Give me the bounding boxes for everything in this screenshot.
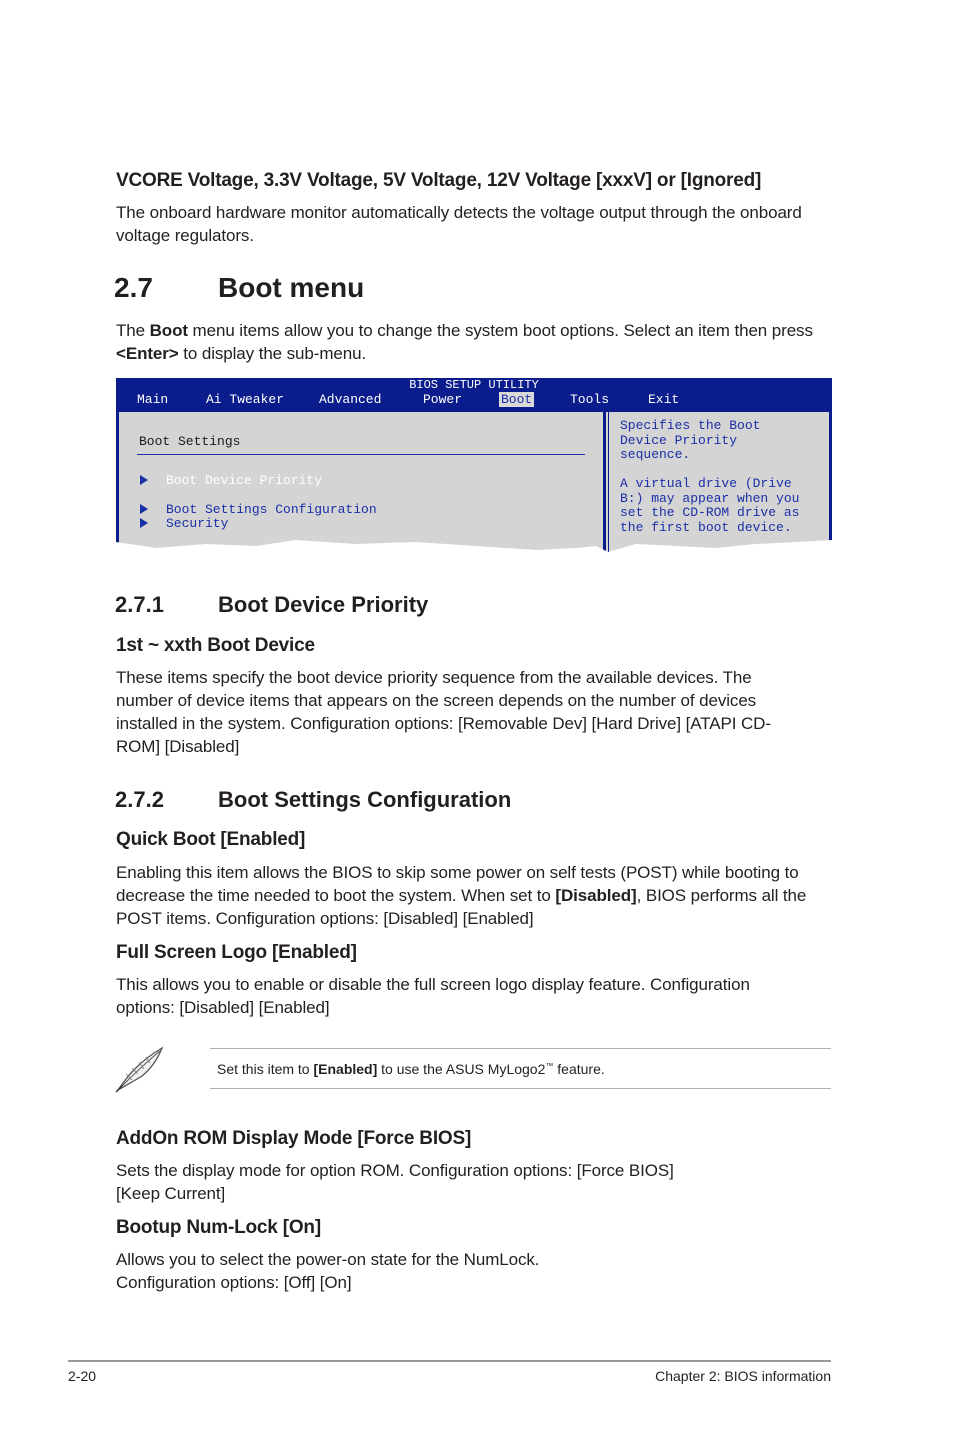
intro-bold-boot: Boot	[149, 321, 188, 340]
intro-text: menu items allow you to change the system boot options. Select an item then press	[187, 321, 813, 340]
boot-device-heading: 1st ~ xxth Boot Device	[116, 635, 315, 656]
page-number: 2-20	[68, 1368, 97, 1384]
note-rule-top	[210, 1048, 831, 1049]
torn-edge	[116, 538, 832, 568]
bios-frame	[116, 409, 119, 551]
bios-frame	[119, 409, 829, 412]
section-title: Boot Device Priority	[218, 592, 429, 617]
bios-menu-power[interactable]: Power	[423, 392, 463, 407]
bios-menu-advanced[interactable]: Advanced	[319, 392, 382, 407]
section-number: 2.7.1	[115, 592, 164, 617]
quick-boot-bold: [Disabled]	[555, 886, 637, 905]
bios-item-boot-device-priority[interactable]: Boot Device Priority	[166, 473, 323, 488]
section-number: 2.7.2	[115, 787, 164, 812]
submenu-arrow-icon	[140, 475, 148, 485]
numlock-heading: Bootup Num-Lock [On]	[116, 1217, 321, 1238]
footer-chapter: Chapter 2: BIOS information	[655, 1368, 831, 1384]
submenu-arrow-icon	[140, 518, 148, 528]
addon-rom-heading: AddOn ROM Display Mode [Force BIOS]	[116, 1128, 472, 1149]
bios-title: BIOS SETUP UTILITY	[409, 378, 539, 392]
bios-menu-exit[interactable]: Exit	[648, 392, 680, 407]
note-text-part: to use the ASUS MyLogo2	[377, 1061, 546, 1077]
quick-boot-text: Enabling this item allows the BIOS to skip some power on self tests (POST) while booting to decrease the time needed to boot the system. When set to	[116, 863, 799, 905]
addon-rom-body: Sets the display mode for option ROM. Configuration options: [Force BIOS] [Keep Current]	[116, 1161, 674, 1203]
numlock-body-1: Allows you to select the power-on state for the NumLock.	[116, 1250, 540, 1269]
trademark-symbol: ™	[545, 1061, 554, 1071]
quick-boot-text: , BIOS performs all the POST items. Configuration options: [Disabled] [Enabled]	[116, 886, 807, 928]
bios-menu-tools[interactable]: Tools	[570, 392, 610, 407]
voltage-body: The onboard hardware monitor automatically detects the voltage output through the onboard voltage regulators.	[116, 203, 802, 245]
bios-frame-divider	[608, 409, 609, 556]
voltage-heading: VCORE Voltage, 3.3V Voltage, 5V Voltage, 12V Voltage [xxxV] or [Ignored]	[116, 170, 762, 191]
intro-bold-enter: <Enter>	[116, 344, 179, 363]
note-text-part: feature.	[553, 1061, 605, 1077]
bios-menu-boot[interactable]: Boot	[501, 392, 533, 407]
submenu-arrow-icon	[140, 504, 148, 514]
bios-menu-ai-tweaker[interactable]: Ai Tweaker	[206, 392, 285, 407]
numlock-body-2: Configuration options: [Off] [On]	[116, 1273, 352, 1292]
intro-text: to display the sub-menu.	[178, 344, 367, 363]
bios-panel-title: Boot Settings	[139, 434, 241, 449]
bios-screen	[116, 378, 832, 568]
boot-device-body: These items specify the boot device priority sequence from the available devices. The number of device items that appears on the screen depends on the number of devices installed in the system. Configuration options: [Removable Dev] [Hard Drive] [ATAPI CD-ROM] [Disabled]	[116, 668, 771, 756]
full-screen-logo-heading: Full Screen Logo [Enabled]	[116, 942, 357, 963]
bios-item-boot-settings-configuration[interactable]: Boot Settings Configuration	[166, 502, 377, 517]
section-title: Boot menu	[218, 272, 365, 303]
section-heading-2-7-1	[115, 592, 428, 618]
section-heading-2-7	[114, 272, 364, 304]
bios-menu-main[interactable]: Main	[137, 392, 169, 407]
bios-frame	[829, 409, 832, 551]
bios-frame-divider	[603, 409, 606, 556]
note-bold: [Enabled]	[313, 1061, 378, 1077]
full-screen-logo-body: This allows you to enable or disable the full screen logo display feature. Configuration options: [Disabled] [Enabled]	[116, 975, 750, 1017]
note-rule-bottom	[210, 1088, 831, 1089]
quick-boot-body	[116, 861, 836, 930]
bios-help-text: A virtual drive (Drive B:) may appear when you set the CD-ROM drive as the first boot device.	[620, 476, 800, 535]
bios-item-security[interactable]: Security	[166, 516, 229, 531]
section-title: Boot Settings Configuration	[218, 787, 512, 812]
quick-boot-heading: Quick Boot [Enabled]	[116, 829, 306, 850]
bios-help-text: Specifies the Boot Device Priority sequence.	[620, 418, 761, 462]
bios-panel-rule	[137, 454, 585, 455]
boot-menu-intro	[116, 319, 816, 365]
footer-rule	[68, 1360, 831, 1362]
section-heading-2-7-2	[115, 787, 511, 813]
intro-text: The	[116, 321, 150, 340]
section-number: 2.7	[114, 272, 153, 303]
note-text-part: Set this item to	[217, 1061, 314, 1077]
note-text	[217, 1061, 605, 1077]
bios-header	[116, 378, 832, 409]
feather-note-icon	[112, 1044, 168, 1094]
